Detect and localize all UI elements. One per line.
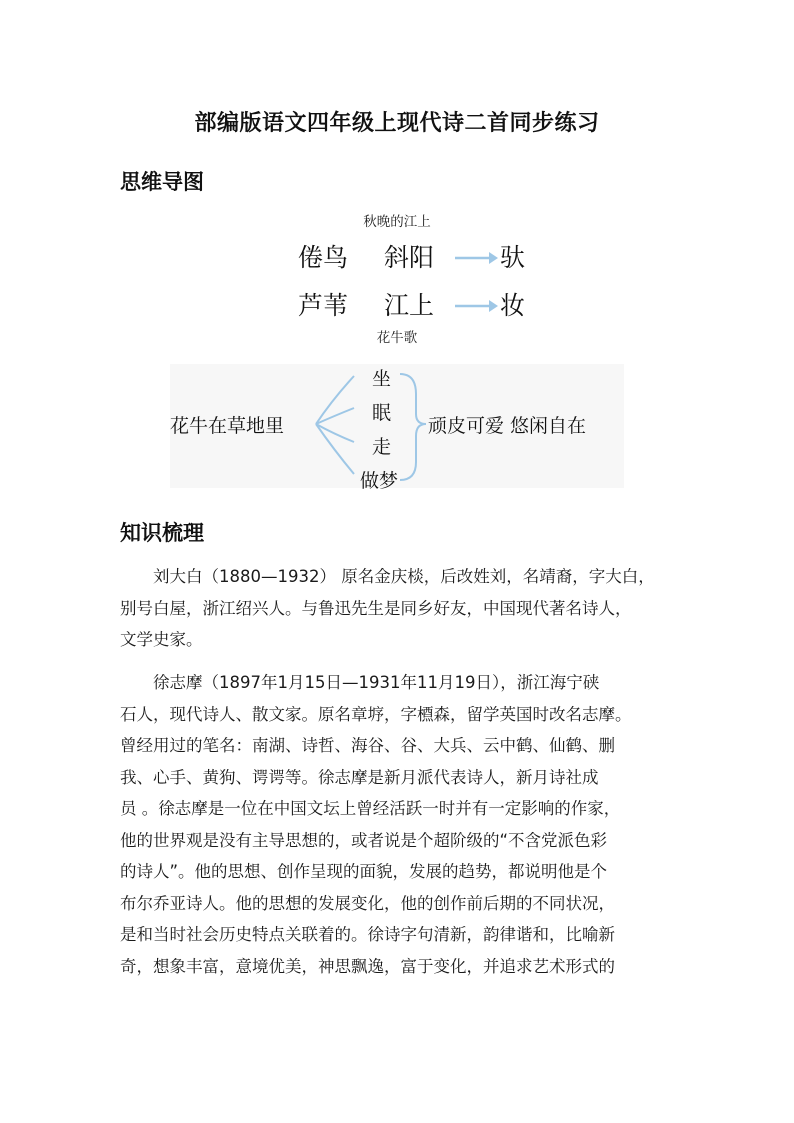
paragraph-line: 文学史家。 — [120, 630, 203, 649]
paragraph-line: 徐志摩（1897年1月15日—1931年11月19日），浙江海宁硖 — [153, 673, 600, 692]
right-brace-icon — [400, 374, 426, 480]
branch-dream: 做梦 — [360, 470, 399, 492]
row-2-subject: 芦苇 — [298, 291, 349, 320]
paragraph-line: 石人，现代诗人、散文家。原名章垿，字槱森，留学英国时改名志摩。 — [120, 704, 632, 724]
row-2-object: 江上 — [384, 291, 435, 320]
paragraph-line: 别号白屋，浙江绍兴人。与鲁迅先生是同乡好友，中国现代著名诗人， — [120, 598, 632, 618]
paragraph-line: 我、心手、黄狗、谔谔等。徐志摩是新月派代表诗人，新月诗社成 — [120, 767, 599, 787]
mind-map-1-caption: 秋晚的江上 — [363, 214, 431, 230]
paragraph-line: 是和当时社会历史特点关联着的。徐诗字句清新，韵律谐和，比喻新 — [120, 925, 615, 944]
row-2-verb: 妆 — [500, 291, 526, 320]
mind-map-2-caption: 花牛歌 — [376, 330, 418, 346]
arrow-right-icon — [453, 296, 499, 316]
arrow-right-icon — [453, 248, 499, 268]
mind-map-2-root: 花牛在草地里 — [170, 415, 285, 437]
paragraph-line: 奇，想象丰富，意境优美，神思飘逸，富于变化，并追求艺术形式的 — [120, 956, 615, 976]
paragraph-line: 刘大白（1880—1932） 原名金庆棪，后改姓刘，名靖裔，字大白， — [153, 567, 655, 586]
branch-walk: 走 — [372, 436, 392, 458]
mind-map-2-summary: 顽皮可爱 悠闲自在 — [428, 415, 587, 437]
knowledge-heading: 知识梳理 — [120, 521, 204, 545]
branch-sleep: 眠 — [372, 402, 392, 424]
mind-map-2 — [170, 364, 624, 492]
paragraph-line: 曾经用过的笔名：南湖、诗哲、海谷、谷、大兵、云中鹤、仙鹤、删 — [120, 736, 615, 755]
row-1-subject: 倦鸟 — [298, 243, 349, 272]
row-1-object: 斜阳 — [384, 243, 435, 272]
document-title: 部编版语文四年级上现代诗二首同步练习 — [194, 111, 600, 136]
paragraph-line: 员 。徐志摩是一位在中国文坛上曾经活跃一时并有一定影响的作家， — [120, 799, 621, 818]
paragraph-liu-dabai — [120, 561, 680, 656]
paragraph-xu-zhimo — [120, 667, 680, 982]
mind-map-heading: 思维导图 — [120, 170, 204, 194]
row-1-verb: 驮 — [500, 243, 526, 272]
branch-sit: 坐 — [372, 368, 392, 390]
paragraph-line: 的诗人”。他的思想、创作呈现的面貌，发展的趋势，都说明他是个 — [120, 862, 608, 881]
paragraph-line: 布尔乔亚诗人。他的思想的发展变化，他的创作前后期的不同状况， — [120, 893, 615, 913]
branch-line-4 — [316, 424, 354, 474]
paragraph-line: 他的世界观是没有主导思想的，或者说是个超阶级的“不含党派色彩 — [120, 830, 608, 850]
